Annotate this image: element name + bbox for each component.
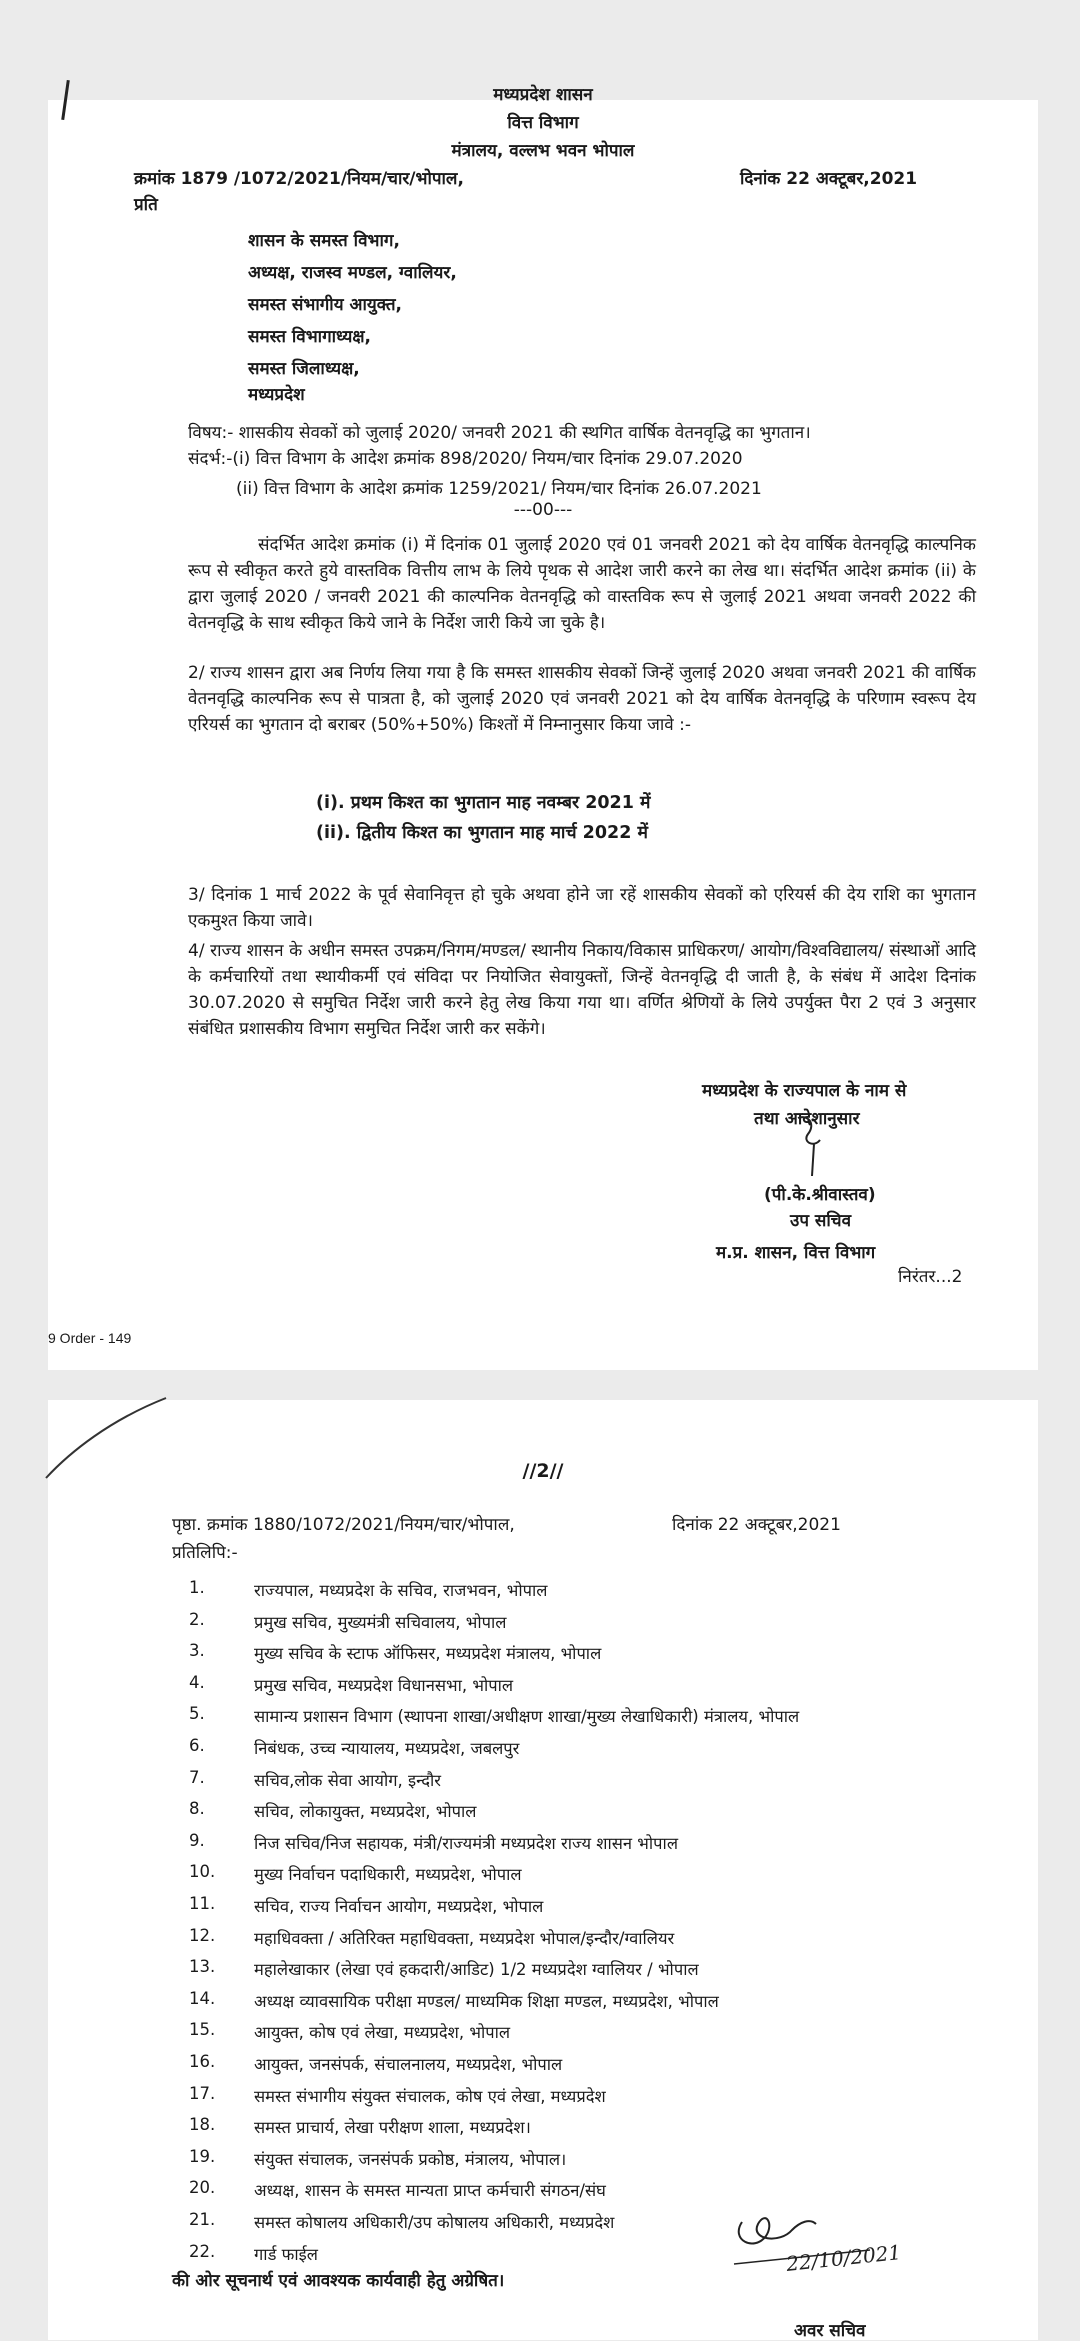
copy-list-item-text: आयुक्त, कोष एवं लेखा, मध्यप्रदेश, भोपाल bbox=[254, 2023, 511, 2043]
copy-list-item-number: 16. bbox=[189, 2052, 216, 2071]
endorsement-order-number: पृष्ठा. क्रमांक 1880/1072/2021/नियम/चार/भोपाल, bbox=[172, 1515, 515, 1535]
copy-list-item-text: आयुक्त, जनसंपर्क, संचालनालय, मध्यप्रदेश, भोपाल bbox=[254, 2055, 563, 2074]
order-date: दिनांक 22 अक्टूबर,2021 bbox=[740, 169, 918, 189]
recipient-line: मध्यप्रदेश bbox=[248, 385, 305, 405]
order-number: क्रमांक 1879 /1072/2021/नियम/चार/भोपाल, bbox=[134, 169, 464, 189]
copy-list-item-number: 4. bbox=[189, 1672, 205, 1692]
installment-1: (i). प्रथम किश्त का भुगतान माह नवम्बर 2021 में bbox=[316, 793, 651, 813]
copy-list-item-text: महालेखाकार (लेखा एवं हकदारी/आडिट) 1/2 मध्यप्रदेश ग्वालियर / भोपाल bbox=[254, 1960, 699, 1980]
undersecretary-title: अवर सचिव bbox=[794, 2321, 866, 2341]
closing-line: की ओर सूचनार्थ एवं आवश्यक कार्यवाही हेतु अग्रेषित। bbox=[172, 2271, 505, 2291]
reference-2: (ii) वित्त विभाग के आदेश क्रमांक 1259/2021/ नियम/चार दिनांक 26.07.2021 bbox=[236, 479, 762, 499]
copy-list-item-number: 20. bbox=[189, 2178, 216, 2198]
subject-line: विषय:- शासकीय सेवकों को जुलाई 2020/ जनवरी 2021 की स्थगित वार्षिक वेतनवृद्धि का भुगतान। bbox=[188, 423, 811, 443]
signer-name: (पी.के.श्रीवास्तव) bbox=[764, 1185, 876, 1205]
copy-list-item-text: प्रमुख सचिव, मध्यप्रदेश विधानसभा, भोपाल bbox=[254, 1675, 514, 1695]
signature-mark bbox=[768, 1110, 858, 1180]
signer-title: उप सचिव bbox=[790, 1211, 852, 1231]
paragraph-3: 3/ दिनांक 1 मार्च 2022 के पूर्व सेवानिवृत्त हो चुके अथवा होने जा रहें शासकीय सेवकों को एरियर्स की देय राशि का भुगतान एकमुश्त किया जावे। bbox=[188, 885, 976, 931]
copy-list-item-number: 14. bbox=[189, 1988, 216, 2008]
copy-list-item-number: 12. bbox=[189, 1925, 216, 1945]
copy-list-item-number: 15. bbox=[189, 2020, 216, 2040]
copy-list-item-number: 11. bbox=[189, 1894, 216, 1913]
copy-list-item-number: 9. bbox=[189, 1830, 205, 1850]
copy-list-item-text: संयुक्त संचालक, जनसंपर्क प्रकोष्ठ, मंत्रालय, भोपाल। bbox=[254, 2149, 567, 2169]
header-line-1: मध्यप्रदेश शासन bbox=[493, 85, 593, 105]
copy-list-item-text: अध्यक्ष, शासन के समस्त मान्यता प्राप्त कर्मचारी संगठन/संघ bbox=[254, 2181, 606, 2201]
copy-to-label: प्रतिलिपि:- bbox=[172, 1543, 238, 1563]
recipient-line: समस्त जिलाध्यक्ष, bbox=[248, 359, 360, 379]
separator: ---00--- bbox=[513, 500, 573, 520]
copy-list-item-number: 6. bbox=[189, 1736, 205, 1755]
copy-list-item-text: सामान्य प्रशासन विभाग (स्थापना शाखा/अधीक्षण शाखा/मुख्य लेखाधिकारी) मंत्रालय, भोपाल bbox=[254, 1707, 800, 1727]
copy-list-item-text: सचिव, राज्य निर्वाचन आयोग, मध्यप्रदेश, भोपाल bbox=[254, 1897, 544, 1916]
recipient-line: समस्त विभागाध्यक्ष, bbox=[248, 327, 371, 347]
copy-list-item-number: 17. bbox=[189, 2083, 216, 2103]
copy-list-item-text: मुख्य निर्वाचन पदाधिकारी, मध्यप्रदेश, भोपाल bbox=[254, 1865, 522, 1885]
recipient-line: समस्त संभागीय आयुक्त, bbox=[248, 295, 402, 315]
paragraph-1: संदर्भित आदेश क्रमांक (i) में दिनांक 01 जुलाई 2020 एवं 01 जनवरी 2021 को देय वार्षिक वेतनवृद्धि काल्पनिक रूप से स्वीकृत करते हुये वास्तविक वित्तीय लाभ के लिये पृथक से आदेश जारी करने का लेख था। संदर्भित आदेश क्रमांक (ii) के द्वारा जुलाई 2020 / जनवरी 2021 की काल्पनिक वेतनवृद्धि को वास्तविक रूप से जुलाई 2021 अथवा जनवरी 2022 की वेतनवृद्धि के साथ स्वीकृत किये जाने के निर्देश जारी किये जा चुके है। bbox=[188, 535, 976, 633]
header-line-3: मंत्रालय, वल्लभ भवन भोपाल bbox=[451, 141, 635, 161]
recipient-line: अध्यक्ष, राजस्व मण्डल, ग्वालियर, bbox=[248, 263, 457, 283]
copy-list-item-text: सचिव,लोक सेवा आयोग, इन्दौर bbox=[254, 1770, 442, 1790]
copy-list-item-text: अध्यक्ष व्यावसायिक परीक्षा मण्डल/ माध्यमिक शिक्षा मण्डल, मध्यप्रदेश, भोपाल bbox=[254, 1991, 719, 2011]
paragraph-2: 2/ राज्य शासन द्वारा अब निर्णय लिया गया है कि समस्त शासकीय सेवकों जिन्हें जुलाई 2020 अथवा जनवरी 2021 की वार्षिक वेतनवृद्धि काल्पनिक रूप से पात्रता है, को जुलाई 2020 एवं जनवरी 2021 को देय वार्षिक वेतनवृद्धि के परिणाम स्वरूप देय एरियर्स का भुगतान दो बराबर (50%+50%) किश्तों में निम्नानुसार किया जावे :- bbox=[188, 663, 976, 735]
signature-date: 22/10/2021 bbox=[785, 2240, 903, 2276]
copy-list-item-text: प्रमुख सचिव, मुख्यमंत्री सचिवालय, भोपाल bbox=[254, 1612, 507, 1632]
copy-list-item-text: महाधिवक्ता / अतिरिक्त महाधिवक्ता, मध्यप्रदेश भोपाल/इन्दौर/ग्वालियर bbox=[254, 1928, 675, 1948]
copy-list-item-number: 13. bbox=[189, 1957, 216, 1977]
copy-list-item-number: 3. bbox=[189, 1641, 205, 1661]
prati-label: प्रति bbox=[134, 195, 158, 215]
document-page-2 bbox=[48, 1400, 1038, 2340]
copy-list-item-text: गार्ड फाईल bbox=[254, 2244, 318, 2264]
footer-order-number: 9 Order - 149 bbox=[48, 1330, 132, 1346]
signoff-line-2: तथा आदेशानुसार bbox=[754, 1109, 860, 1129]
copy-list-item-text: समस्त कोषालय अधिकारी/उप कोषालय अधिकारी, मध्यप्रदेश bbox=[254, 2213, 615, 2232]
copy-list-item-text: निज सचिव/निज सहायक, मंत्री/राज्यमंत्री मध्यप्रदेश राज्य शासन भोपाल bbox=[254, 1833, 679, 1853]
copy-list-item-number: 22. bbox=[189, 2241, 216, 2261]
copy-list-item-text: राज्यपाल, मध्यप्रदेश के सचिव, राजभवन, भोपाल bbox=[254, 1581, 548, 1600]
copy-list-item-text: समस्त प्राचार्य, लेखा परीक्षण शाला, मध्यप्रदेश। bbox=[254, 2118, 531, 2138]
copy-list-item-number: 7. bbox=[189, 1767, 205, 1787]
document-page-1 bbox=[48, 85, 1038, 1370]
endorsement-date: दिनांक 22 अक्टूबर,2021 bbox=[672, 1515, 841, 1535]
copy-list-item-text: मुख्य सचिव के स्टाफ ऑफिसर, मध्यप्रदेश मंत्रालय, भोपाल bbox=[254, 1644, 602, 1664]
copy-list-item-number: 2. bbox=[189, 1609, 205, 1629]
copy-list-item-number: 19. bbox=[189, 2146, 216, 2166]
copy-list-item-number: 8. bbox=[189, 1799, 205, 1819]
header-line-2: वित्त विभाग bbox=[507, 113, 579, 133]
signoff-line-1: मध्यप्रदेश के राज्यपाल के नाम से bbox=[702, 1081, 907, 1101]
page-number: //2// bbox=[522, 1460, 564, 1482]
reference-1: संदर्भ:-(i) वित्त विभाग के आदेश क्रमांक 898/2020/ नियम/चार दिनांक 29.07.2020 bbox=[188, 449, 743, 469]
copy-list-item-text: समस्त संभागीय संयुक्त संचालक, कोष एवं लेखा, मध्यप्रदेश bbox=[254, 2086, 606, 2106]
copy-list-item-number: 21. bbox=[189, 2210, 216, 2229]
copy-list-item-text: सचिव, लोकायुक्त, मध्यप्रदेश, भोपाल bbox=[254, 1802, 477, 1822]
paragraph-4: 4/ राज्य शासन के अधीन समस्त उपक्रम/निगम/मण्डल/ स्थानीय निकाय/विकास प्राधिकरण/ आयोग/विश्वविद्यालय/ संस्थाओं आदि के कर्मचारियों तथा स्थायीकर्मी एवं संविदा पर नियोजित सेवायुक्तों, जिन्हें वेतनवृद्धि दी जाती है, के संबंध में आदेश दिनांक 30.07.2020 से समुचित निर्देश जारी करने हेतु लेख किया गया था। वर्णित श्रेणियों के लिये उपर्युक्त पैरा 2 एवं 3 अनुसार संबंधित प्रशासकीय विभाग समुचित निर्देश जारी कर सकेंगे। bbox=[188, 941, 976, 1039]
copy-list-item-number: 5. bbox=[189, 1704, 205, 1724]
copy-list-item-number: 1. bbox=[189, 1578, 205, 1597]
copy-list-item-text: निबंधक, उच्च न्यायालय, मध्यप्रदेश, जबलपुर bbox=[254, 1739, 520, 1758]
continued-note: निरंतर...2 bbox=[898, 1267, 963, 1287]
copy-list-item-number: 18. bbox=[189, 2115, 216, 2135]
installment-2: (ii). द्वितीय किश्त का भुगतान माह मार्च 2022 में bbox=[316, 823, 648, 843]
copy-list-item-number: 10. bbox=[189, 1862, 216, 1882]
recipient-line: शासन के समस्त विभाग, bbox=[248, 231, 400, 251]
signer-department: म.प्र. शासन, वित्त विभाग bbox=[716, 1243, 876, 1263]
